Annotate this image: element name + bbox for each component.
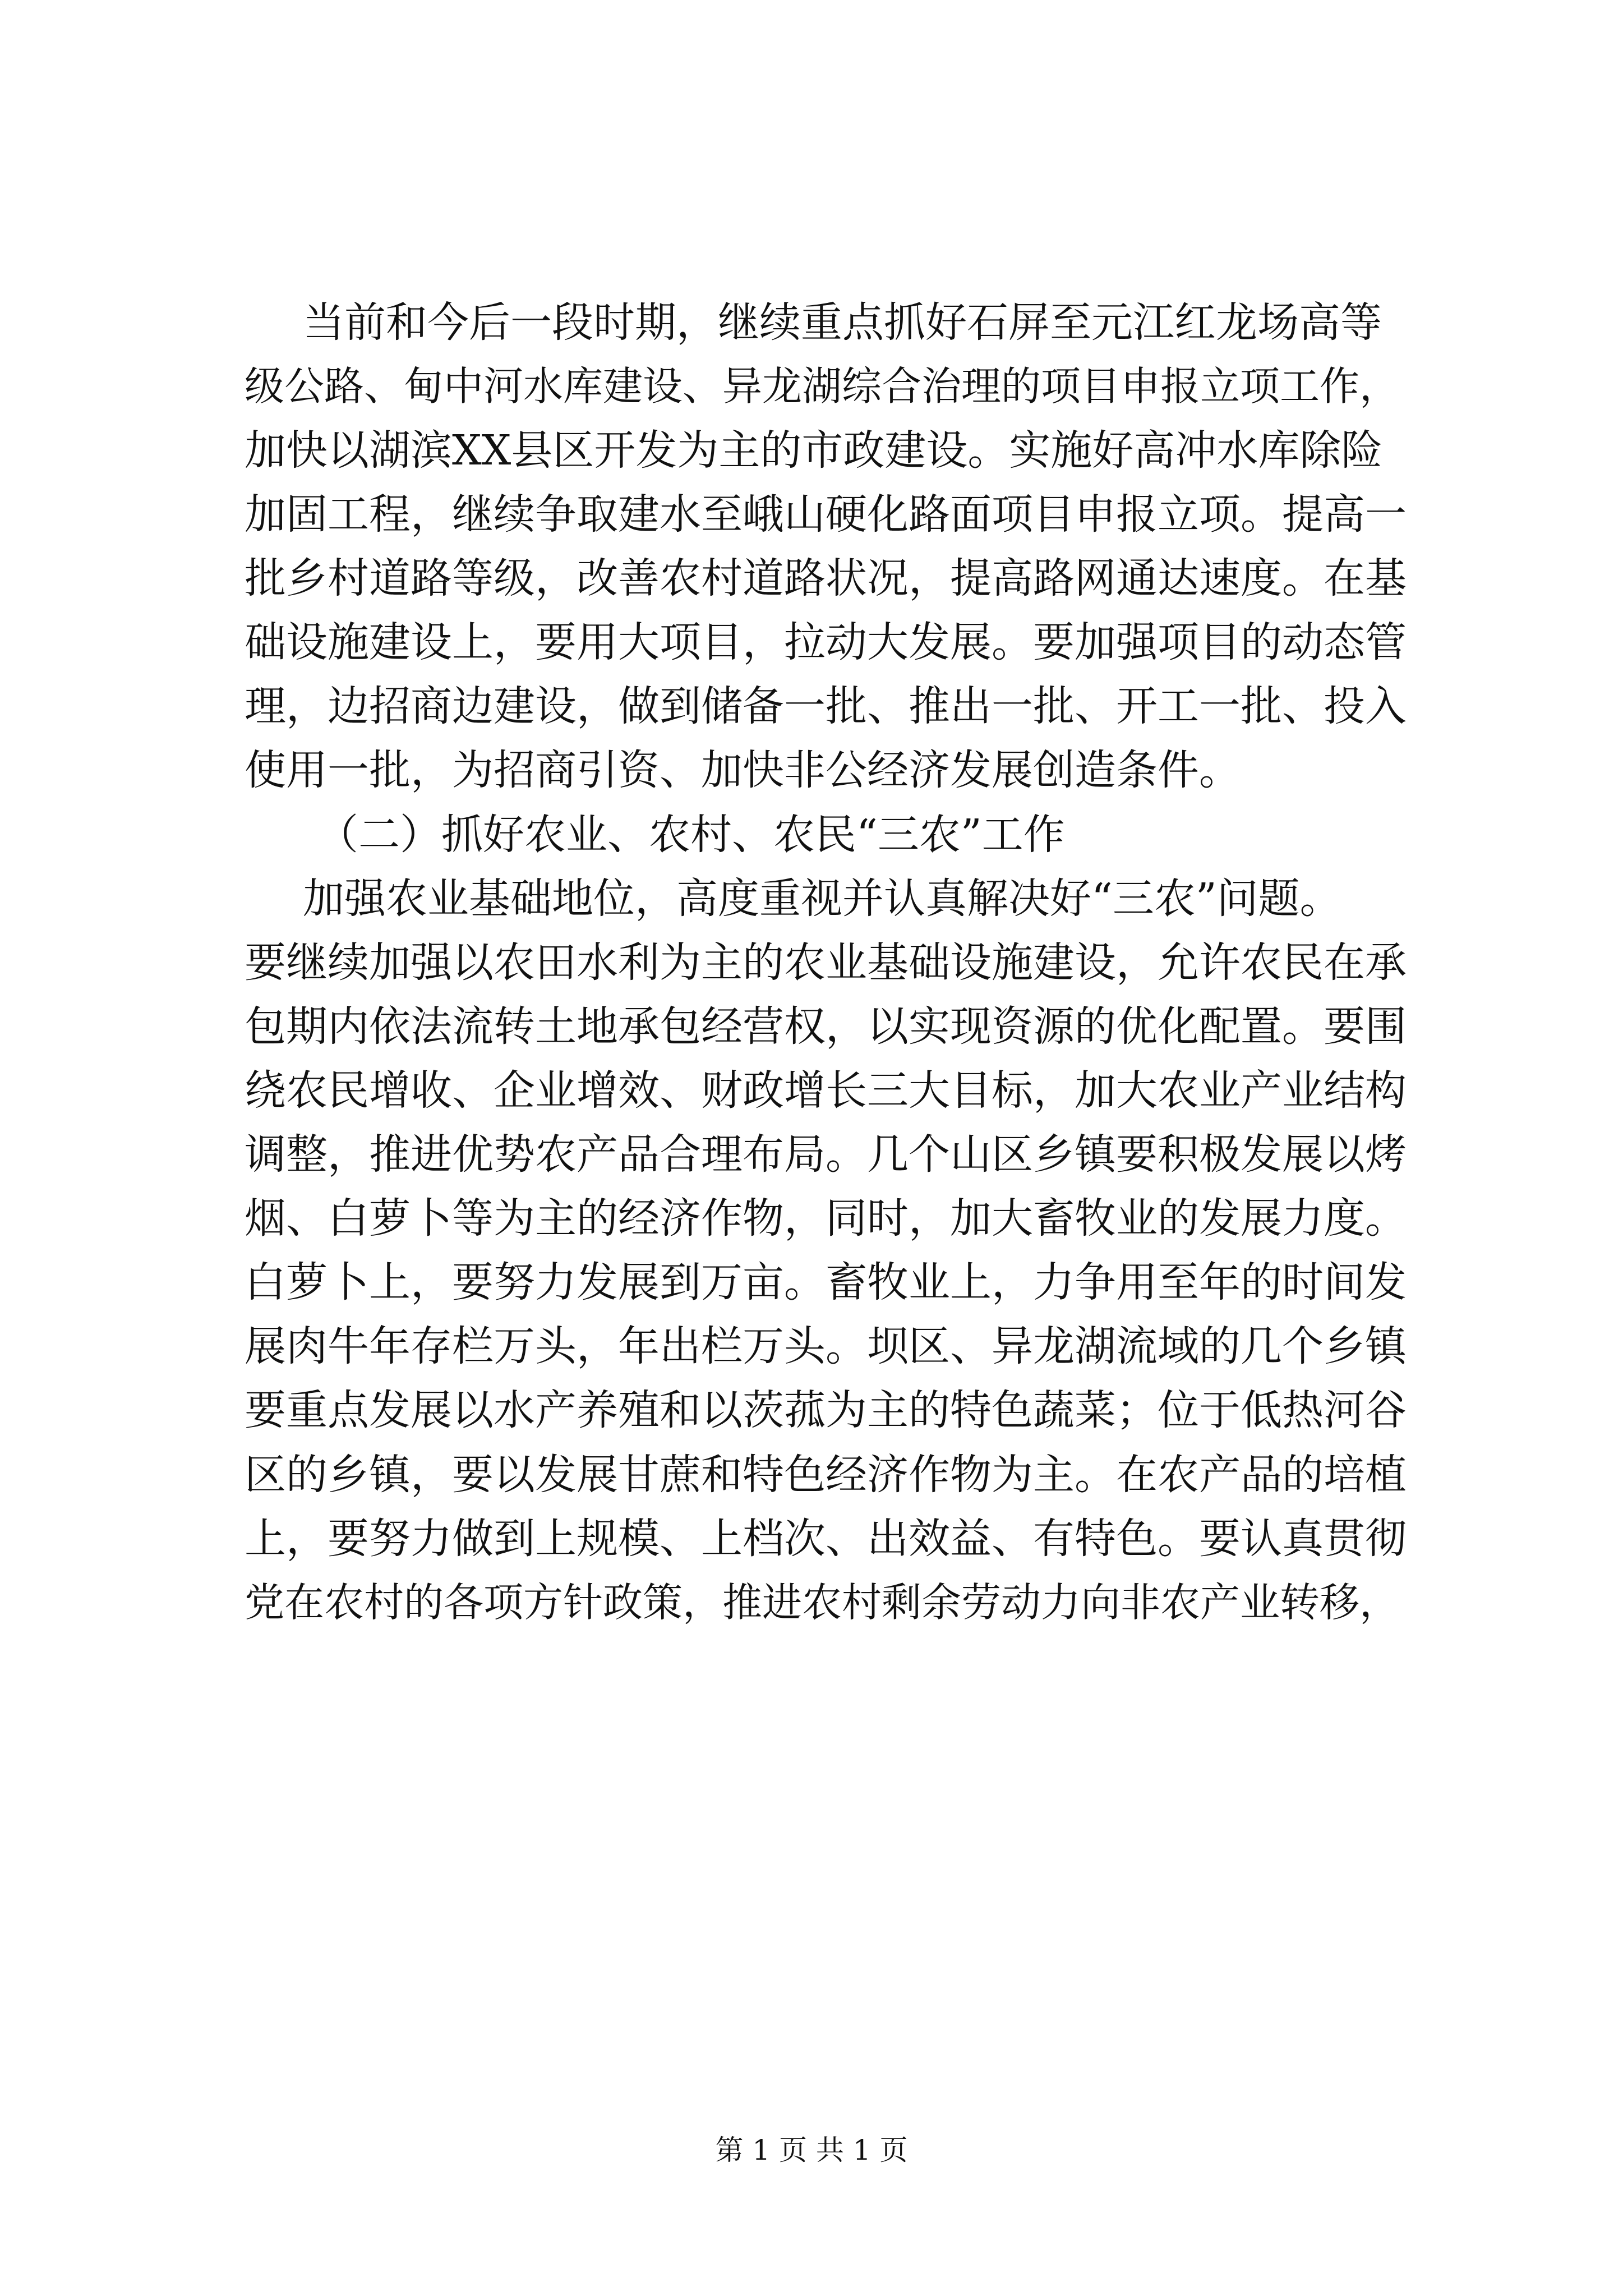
paragraph-line: 包期内依法流转土地承包经营权，以实现资源的优化配置。要围 — [245, 1002, 1407, 1051]
paragraph-line: 加固工程，继续争取建水至峨山硬化路面项目申报立项。提高一 — [245, 490, 1407, 539]
paragraph-line: 级公路、甸中河水库建设、异龙湖综合治理的项目申报立项工作， — [245, 363, 1400, 409]
paragraph-line: 使用一批，为招商引资、加快非公经济发展创造条件。 — [245, 746, 1241, 794]
paragraph-line: 理，边招商边建设，做到储备一批、推出一批、开工一批、投入 — [245, 682, 1407, 730]
paragraph-line: 烟、白萝卜等为主的经济作物，同时，加大畜牧业的发展力度。 — [245, 1194, 1407, 1243]
paragraph-line: 加强农业基础地位，高度重视并认真解决好“三农”问题。 — [303, 875, 1341, 923]
paragraph-line: 展肉牛年存栏万头，年出栏万头。坝区、异龙湖流域的几个乡镇 — [245, 1322, 1407, 1370]
paragraph-line: 要继续加强以农田水利为主的农业基础设施建设，允许农民在承 — [245, 938, 1407, 987]
paragraph-line: 批乡村道路等级，改善农村道路状况，提高路网通达速度。在基 — [245, 554, 1407, 602]
paragraph-line: 绕农民增收、企业增效、财政增长三大目标，加大农业产业结构 — [245, 1066, 1407, 1115]
paragraph-line: 上，要努力做到上规模、上档次、出效益、有特色。要认真贯彻 — [245, 1515, 1407, 1563]
page-footer: 第 1 页 共 1 页 — [715, 2134, 908, 2166]
paragraph-line: 要重点发展以水产养殖和以茨菰为主的特色蔬菜；位于低热河谷 — [245, 1386, 1407, 1434]
paragraph-line: 调整，推进优势农产品合理布局。几个山区乡镇要积极发展以烤 — [245, 1130, 1407, 1179]
paragraph-line: 区的乡镇，要以发展甘蔗和特色经济作物为主。在农产品的培植 — [245, 1451, 1407, 1499]
paragraph-line: 加快以湖滨XX县区开发为主的市政建设。实施好高冲水库除险 — [245, 426, 1383, 475]
paragraph-line: 白萝卜上，要努力发展到万亩。畜牧业上，力争用至年的时间发 — [245, 1258, 1407, 1306]
paragraph-line: 当前和今后一段时期，继续重点抓好石屏至元江红龙场高等 — [303, 298, 1382, 347]
paragraph-line: 党在农村的各项方针政策，推进农村剩余劳动力向非农产业转移， — [245, 1579, 1400, 1626]
section-heading: （二）抓好农业、农村、农民“三农”工作 — [317, 811, 1065, 859]
paragraph-line: 础设施建设上，要用大项目，拉动大发展。要加强项目的动态管 — [245, 618, 1407, 666]
